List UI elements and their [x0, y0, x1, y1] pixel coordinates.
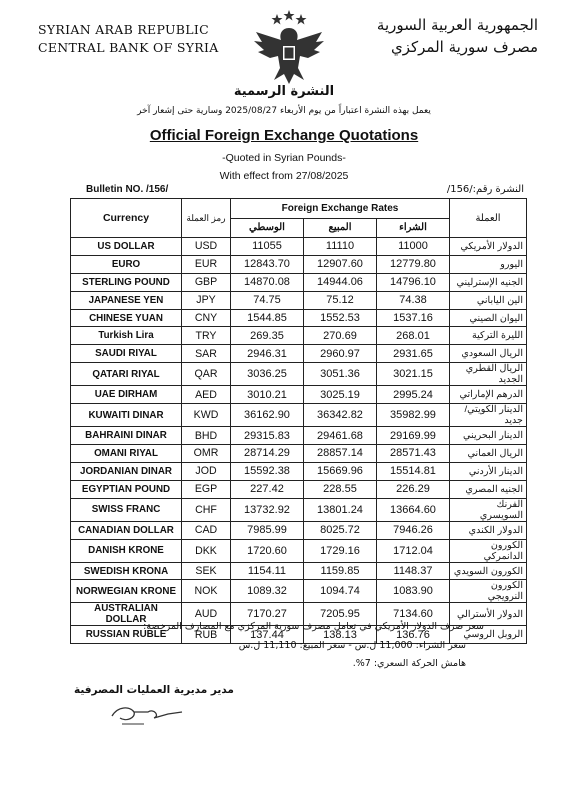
quoted-subtitle: -Quoted in Syrian Pounds-: [222, 152, 346, 164]
currency-name-ar: الدولار الأسترالي: [450, 603, 527, 626]
currency-name-ar: الكورون النرويجي: [450, 580, 527, 603]
rate-mid: 3036.25: [231, 363, 304, 386]
rate-sell: 3051.36: [304, 363, 377, 386]
rate-sell: 8025.72: [304, 521, 377, 539]
table-row: [71, 327, 527, 345]
rate-mid: 7170.27: [231, 603, 304, 626]
currency-code: BHD: [182, 427, 231, 445]
rate-buy: 13664.60: [377, 498, 450, 521]
table-row: [71, 480, 527, 498]
currency-name-ar: الين الياباني: [450, 291, 527, 309]
rate-mid: 3010.21: [231, 386, 304, 404]
header-currency-ar: العملة: [450, 199, 527, 238]
note-line3: هامش الحركة السعري: 7%.: [352, 658, 466, 669]
currency-name-ar: اليورو: [450, 255, 527, 273]
rate-buy: 1148.37: [377, 562, 450, 580]
currency-name-ar: الليرة التركية: [450, 327, 527, 345]
rate-sell: 3025.19: [304, 386, 377, 404]
effect-arabic: يعمل بهذه النشرة اعتباراً من يوم الأربعاء 2025/08/27 وسارية حتى إشعار آخر: [137, 106, 431, 116]
rate-mid: 2946.31: [231, 345, 304, 363]
note-line1: سعر صرف الدولار الأمريكي في تعامل مصرف سورية المركزي مع المصارف المرخصة:: [143, 621, 484, 632]
rate-sell: 75.12: [304, 291, 377, 309]
table-row: [71, 363, 527, 386]
rate-mid: 14870.08: [231, 273, 304, 291]
currency-code: AED: [182, 386, 231, 404]
currency-code: EUR: [182, 255, 231, 273]
currency-code: AUD: [182, 603, 231, 626]
rate-mid: 36162.90: [231, 404, 304, 427]
header-sell: المبيع: [304, 218, 377, 238]
table-row: [71, 386, 527, 404]
currency-code: GBP: [182, 273, 231, 291]
currency-name-ar: الكورون السويدي: [450, 562, 527, 580]
rate-mid: 227.42: [231, 480, 304, 498]
currency-name: Turkish Lira: [71, 327, 182, 345]
currency-code: JPY: [182, 291, 231, 309]
rate-sell: 7205.95: [304, 603, 377, 626]
currency-name: STERLING POUND: [71, 273, 182, 291]
currency-name-ar: الجنيه الإسترليني: [450, 273, 527, 291]
currency-name: KUWAITI DINAR: [71, 404, 182, 427]
table-row: [71, 562, 527, 580]
rate-buy: 14796.10: [377, 273, 450, 291]
currency-name-ar: اليوان الصيني: [450, 309, 527, 327]
currency-code: QAR: [182, 363, 231, 386]
currency-name: BAHRAINI DINAR: [71, 427, 182, 445]
currency-name-ar: الدينار الكويتي/ جديد: [450, 404, 527, 427]
currency-name-ar: الكورون الدانمركي: [450, 539, 527, 562]
table-row: [71, 255, 527, 273]
exchange-rates-table: [70, 198, 527, 644]
rate-buy: 1712.04: [377, 539, 450, 562]
currency-name: EGYPTIAN POUND: [71, 480, 182, 498]
currency-name: OMANI RIYAL: [71, 445, 182, 463]
currency-code: USD: [182, 238, 231, 256]
currency-code: EGP: [182, 480, 231, 498]
table-row: [71, 273, 527, 291]
rate-mid: 15592.38: [231, 462, 304, 480]
currency-name: NORWEGIAN KRONE: [71, 580, 182, 603]
rate-buy: 7946.26: [377, 521, 450, 539]
header-left-line2: CENTRAL BANK OF SYRIA: [38, 40, 219, 55]
rate-sell: 1729.16: [304, 539, 377, 562]
header-mid: الوسطي: [231, 218, 304, 238]
rate-sell: 28857.14: [304, 445, 377, 463]
table-row: [71, 345, 527, 363]
eagle-emblem-icon: [246, 8, 332, 88]
currency-name: SAUDI RIYAL: [71, 345, 182, 363]
header-buy: الشراء: [377, 218, 450, 238]
currency-code: RUB: [182, 626, 231, 644]
rate-mid: 12843.70: [231, 255, 304, 273]
currency-name-ar: الدينار الأردني: [450, 462, 527, 480]
table-row: [71, 291, 527, 309]
currency-name-ar: الروبل الروسي: [450, 626, 527, 644]
rate-sell: 11110: [304, 238, 377, 256]
rate-mid: 1544.85: [231, 309, 304, 327]
currency-code: CHF: [182, 498, 231, 521]
currency-name-ar: الدينار البحريني: [450, 427, 527, 445]
signature-mark-icon: [108, 700, 188, 728]
rate-buy: 7134.60: [377, 603, 450, 626]
header-left-line1: SYRIAN ARAB REPUBLIC: [38, 22, 209, 37]
currency-code: CAD: [182, 521, 231, 539]
currency-name-ar: الدرهم الإماراتي: [450, 386, 527, 404]
table-row: [71, 580, 527, 603]
currency-code: JOD: [182, 462, 231, 480]
header-code: رمز العملة: [182, 199, 231, 238]
currency-name: US DOLLAR: [71, 238, 182, 256]
table-row: [71, 539, 527, 562]
rate-mid: 1154.11: [231, 562, 304, 580]
currency-name: CANADIAN DOLLAR: [71, 521, 182, 539]
header-currency: Currency: [71, 199, 182, 238]
currency-name-ar: الدولار الكندي: [450, 521, 527, 539]
table-row: [71, 427, 527, 445]
rate-buy: 268.01: [377, 327, 450, 345]
rate-sell: 2960.97: [304, 345, 377, 363]
currency-name: QATARI RIYAL: [71, 363, 182, 386]
rate-mid: 13732.92: [231, 498, 304, 521]
rate-buy: 15514.81: [377, 462, 450, 480]
currency-code: NOK: [182, 580, 231, 603]
rate-mid: 7985.99: [231, 521, 304, 539]
note-line2: سعر الشراء: 11,000 ل.س - سعر المبيع: 11,110 ل.س: [238, 640, 466, 651]
rate-sell: 1159.85: [304, 562, 377, 580]
rate-mid: 28714.29: [231, 445, 304, 463]
currency-name: AUSTRALIAN DOLLAR: [71, 603, 182, 626]
table-row: [71, 404, 527, 427]
rate-mid: 1089.32: [231, 580, 304, 603]
rate-mid: 269.35: [231, 327, 304, 345]
currency-code: KWD: [182, 404, 231, 427]
currency-name: JAPANESE YEN: [71, 291, 182, 309]
rate-mid: 74.75: [231, 291, 304, 309]
currency-name-ar: الجنيه المصري: [450, 480, 527, 498]
effect-date: With effect from 27/08/2025: [219, 170, 349, 182]
currency-code: OMR: [182, 445, 231, 463]
rate-sell: 138.13: [304, 626, 377, 644]
currency-name-ar: الريال القطري الجديد: [450, 363, 527, 386]
rate-mid: 29315.83: [231, 427, 304, 445]
rate-buy: 12779.80: [377, 255, 450, 273]
rate-buy: 29169.99: [377, 427, 450, 445]
currency-code: SAR: [182, 345, 231, 363]
rate-buy: 35982.99: [377, 404, 450, 427]
rate-buy: 136.76: [377, 626, 450, 644]
rate-mid: 1720.60: [231, 539, 304, 562]
table-row: [71, 238, 527, 256]
table-row: [71, 521, 527, 539]
signature-title: مدير مديرية العمليات المصرفية: [74, 684, 234, 696]
currency-name: SWEDISH KRONA: [71, 562, 182, 580]
rate-sell: 36342.82: [304, 404, 377, 427]
rate-mid: 11055: [231, 238, 304, 256]
rate-sell: 14944.06: [304, 273, 377, 291]
rate-buy: 226.29: [377, 480, 450, 498]
rate-sell: 270.69: [304, 327, 377, 345]
rate-buy: 28571.43: [377, 445, 450, 463]
rate-sell: 13801.24: [304, 498, 377, 521]
rates-body: [71, 238, 527, 644]
rate-buy: 74.38: [377, 291, 450, 309]
rate-buy: 2931.65: [377, 345, 450, 363]
currency-code: TRY: [182, 327, 231, 345]
title-english: Official Foreign Exchange Quotations: [149, 127, 419, 144]
currency-name: CHINESE YUAN: [71, 309, 182, 327]
currency-name-ar: الدولار الأمريكي: [450, 238, 527, 256]
rate-buy: 11000: [377, 238, 450, 256]
header-right-line1: الجمهورية العربية السورية: [376, 16, 538, 34]
header-right-line2: مصرف سورية المركزي: [390, 38, 538, 56]
rate-sell: 12907.60: [304, 255, 377, 273]
currency-code: SEK: [182, 562, 231, 580]
currency-name-ar: الريال السعودي: [450, 345, 527, 363]
currency-code: DKK: [182, 539, 231, 562]
currency-name-ar: الفرنك السويسري: [450, 498, 527, 521]
currency-name: UAE DIRHAM: [71, 386, 182, 404]
table-row: [71, 498, 527, 521]
rate-buy: 2995.24: [377, 386, 450, 404]
header-rates: Foreign Exchange Rates: [231, 199, 450, 219]
currency-name-ar: الريال العماني: [450, 445, 527, 463]
currency-name: DANISH KRONE: [71, 539, 182, 562]
table-row: [71, 462, 527, 480]
rate-sell: 1552.53: [304, 309, 377, 327]
currency-name: EURO: [71, 255, 182, 273]
rate-buy: 1083.90: [377, 580, 450, 603]
rate-buy: 3021.15: [377, 363, 450, 386]
table-row: [71, 445, 527, 463]
title-arabic: النشرة الرسمية: [233, 84, 335, 99]
bulletin-number-ar: النشرة رقم:/156/: [446, 184, 524, 195]
table-row: [71, 309, 527, 327]
currency-name: SWISS FRANC: [71, 498, 182, 521]
currency-name: RUSSIAN RUBLE: [71, 626, 182, 644]
rate-buy: 1537.16: [377, 309, 450, 327]
bulletin-number-en: Bulletin NO. /156/: [86, 184, 169, 195]
currency-code: CNY: [182, 309, 231, 327]
rate-sell: 228.55: [304, 480, 377, 498]
rate-sell: 15669.96: [304, 462, 377, 480]
rate-sell: 29461.68: [304, 427, 377, 445]
currency-name: JORDANIAN DINAR: [71, 462, 182, 480]
rate-sell: 1094.74: [304, 580, 377, 603]
rate-mid: 137.44: [231, 626, 304, 644]
